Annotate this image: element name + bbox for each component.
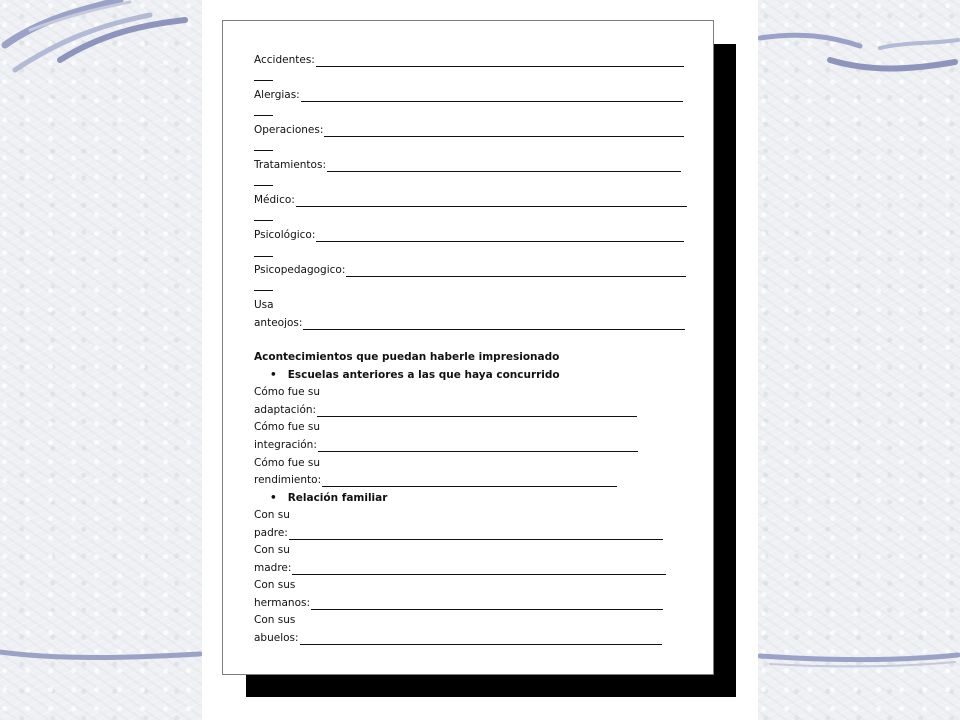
question-prefix: Cómo fue su [254, 386, 321, 398]
question-prefix: Con su [254, 544, 290, 556]
blank-line-continuation [254, 80, 273, 81]
bullet-dot-icon: • [270, 369, 277, 381]
bullet-label: Escuelas anteriores a las que haya concurrido [287, 369, 560, 381]
bullet-dot-icon: • [270, 492, 277, 504]
question-prefix: Con sus [254, 614, 296, 626]
blank-line[interactable] [317, 406, 637, 417]
field-accidentes [254, 54, 684, 67]
field-label: rendimiento: [254, 474, 322, 486]
blank-line-continuation [254, 185, 273, 186]
field-rendimiento [254, 474, 617, 487]
field-label: madre: [254, 562, 292, 574]
field-anteojos [254, 317, 685, 330]
field-label: Operaciones: [254, 124, 324, 136]
question-prefix: Con su [254, 509, 290, 521]
blank-line-continuation [254, 256, 273, 257]
field-label: Alergias: [254, 89, 300, 101]
blank-line-continuation [254, 220, 273, 221]
bullet-label: Relación familiar [287, 492, 388, 504]
blank-line[interactable] [324, 126, 684, 137]
blank-line[interactable] [296, 196, 687, 207]
field-label: Tratamientos: [254, 159, 326, 171]
blank-line-continuation [254, 115, 273, 116]
blank-line[interactable] [318, 441, 638, 452]
section-heading: Acontecimientos que puedan haberle impresionado [254, 351, 560, 363]
field-adaptacion [254, 404, 637, 417]
field-padre [254, 527, 663, 540]
blank-line-continuation [254, 150, 273, 151]
document-page [222, 20, 714, 675]
blank-line[interactable] [289, 529, 663, 540]
blank-line-continuation [254, 290, 273, 291]
field-abuelos [254, 632, 662, 645]
question-prefix: Con sus [254, 579, 296, 591]
field-label: anteojos: [254, 317, 303, 329]
bullet-escuelas [270, 369, 560, 381]
field-psicopedagogico [254, 264, 686, 277]
field-label: Psicológico: [254, 229, 316, 241]
field-operaciones [254, 124, 684, 137]
field-tratamientos [254, 159, 681, 172]
question-prefix: Cómo fue su [254, 421, 321, 433]
field-label: integración: [254, 439, 317, 451]
blank-line[interactable] [311, 599, 663, 610]
usa-prefix [254, 299, 274, 312]
field-madre [254, 562, 666, 575]
field-label: Médico: [254, 194, 295, 206]
blank-line[interactable] [346, 266, 686, 277]
blank-line[interactable] [301, 91, 683, 102]
question-prefix: Cómo fue su [254, 457, 321, 469]
blank-line[interactable] [327, 161, 681, 172]
blank-line[interactable] [316, 231, 684, 242]
field-alergias [254, 89, 683, 102]
field-label: abuelos: [254, 632, 299, 644]
bullet-relacion-familiar [270, 492, 387, 504]
field-integracion [254, 439, 638, 452]
field-label: padre: [254, 527, 288, 539]
blank-line[interactable] [292, 564, 666, 575]
field-label: adaptación: [254, 404, 317, 416]
blank-line[interactable] [300, 634, 662, 645]
blank-line[interactable] [303, 319, 685, 330]
field-label: hermanos: [254, 597, 310, 609]
blank-line[interactable] [322, 476, 617, 487]
field-label: Usa [254, 299, 274, 311]
field-medico [254, 194, 687, 207]
blank-line[interactable] [316, 56, 684, 67]
field-hermanos [254, 597, 663, 610]
field-psicologico [254, 229, 684, 242]
field-label: Psicopedagogico: [254, 264, 346, 276]
field-label: Accidentes: [254, 54, 315, 66]
